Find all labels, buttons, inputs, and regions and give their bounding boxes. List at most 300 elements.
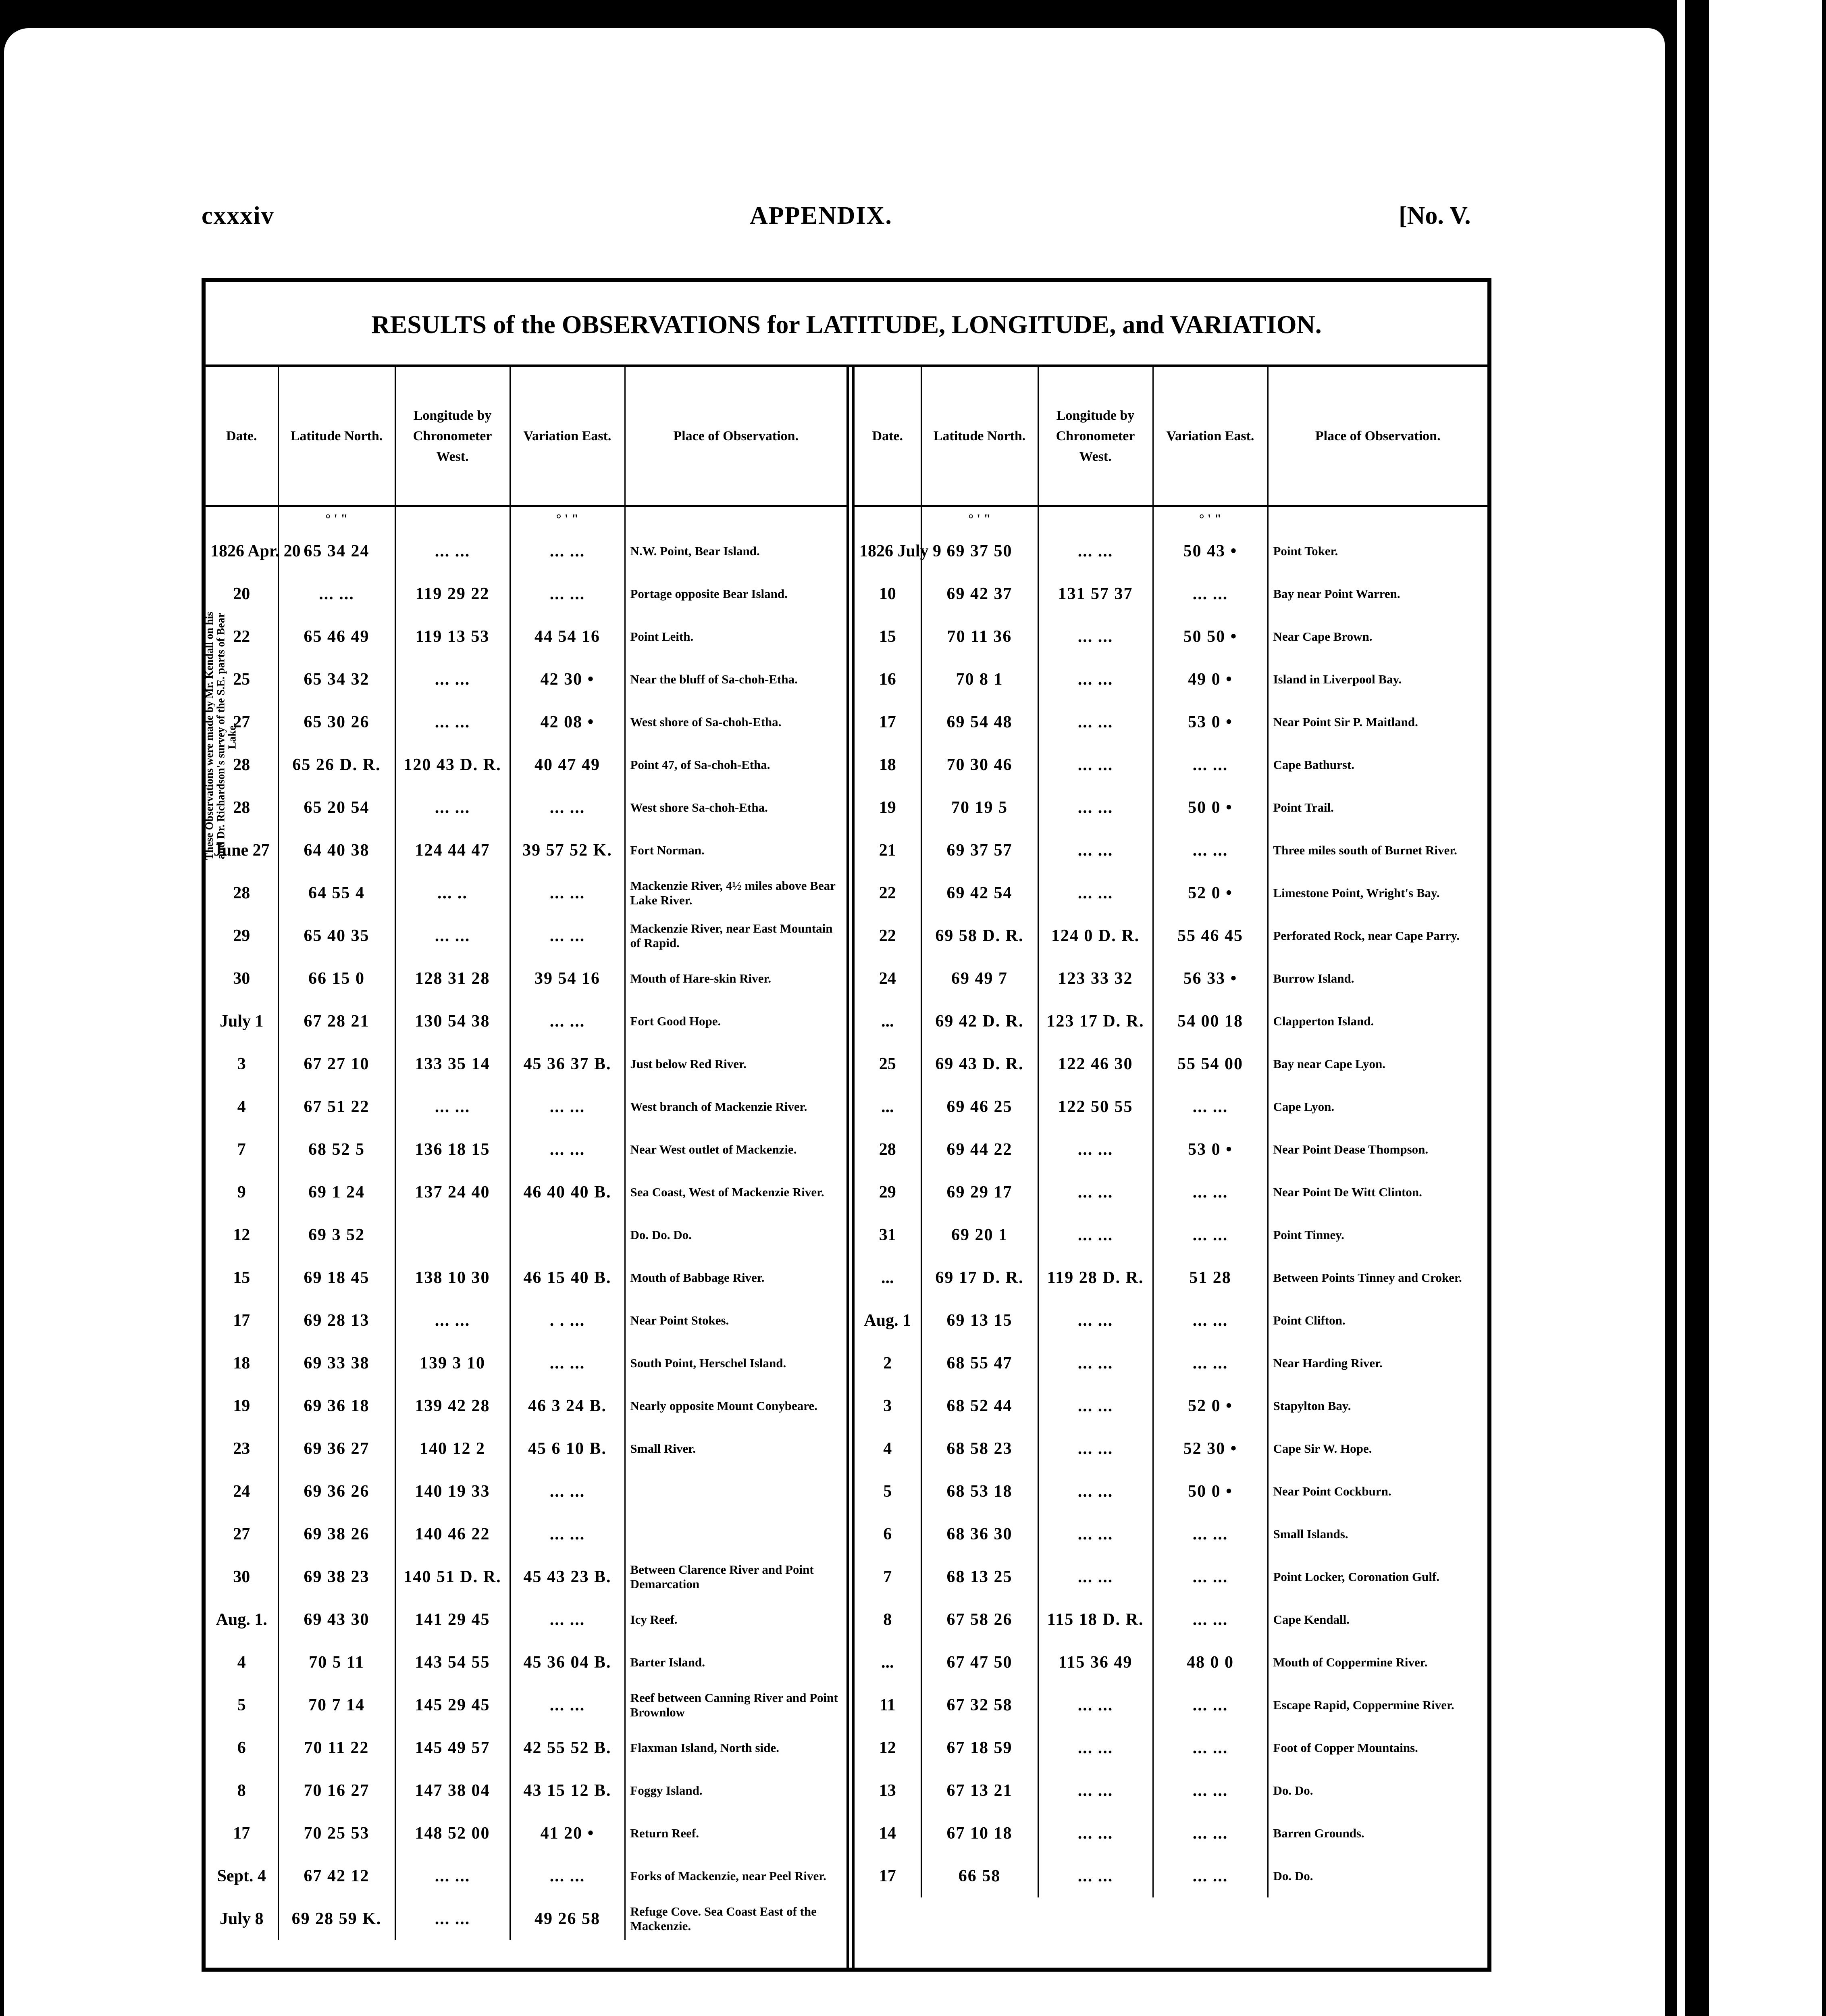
latitude-cell: 70 7 14 xyxy=(278,1684,395,1727)
table-row xyxy=(855,1427,1487,1470)
longitude-cell: 120 43 D. R. xyxy=(395,744,510,786)
table-row xyxy=(855,1171,1487,1214)
date-cell: 1826 July 9 xyxy=(859,542,942,560)
longitude-cell: 133 35 14 xyxy=(395,1043,510,1085)
place-cell: Island in Liverpool Bay. xyxy=(1268,658,1487,701)
date-cell: 3 xyxy=(883,1397,892,1415)
latitude-cell: 69 18 45 xyxy=(278,1256,395,1299)
latitude-cell: 69 44 22 xyxy=(921,1128,1038,1171)
latitude-cell: 67 27 10 xyxy=(278,1043,395,1085)
variation-cell: ... ... xyxy=(1153,1342,1268,1385)
longitude-cell: ... ... xyxy=(395,530,510,573)
longitude-cell: ... ... xyxy=(1038,1128,1153,1171)
right-half xyxy=(855,367,1487,1968)
date-cell: Aug. 1 xyxy=(864,1311,911,1330)
date-cell: 22 xyxy=(879,884,896,902)
variation-cell: ... ... xyxy=(1153,1085,1268,1128)
place-cell: Fort Norman. xyxy=(625,829,846,872)
variation-cell: 46 15 40 B. xyxy=(510,1256,625,1299)
longitude-cell: 119 29 22 xyxy=(395,573,510,615)
table-row xyxy=(855,1085,1487,1128)
date-cell: 17 xyxy=(879,713,896,731)
latitude-cell: 66 58 xyxy=(921,1855,1038,1897)
table-row xyxy=(206,957,846,1000)
table-row xyxy=(855,1769,1487,1812)
place-cell: Bay near Point Warren. xyxy=(1268,573,1487,615)
table-row xyxy=(855,786,1487,829)
lat-units: ° ' " xyxy=(921,506,1038,530)
table-row xyxy=(855,1513,1487,1556)
variation-cell: 50 0 • xyxy=(1153,1470,1268,1513)
table-row xyxy=(206,1556,846,1598)
latitude-cell: 69 42 54 xyxy=(921,872,1038,914)
variation-cell: ... ... xyxy=(510,1128,625,1171)
table-row xyxy=(206,786,846,829)
variation-cell: 45 6 10 B. xyxy=(510,1427,625,1470)
longitude-cell: ... ... xyxy=(395,701,510,744)
table-row xyxy=(206,1128,846,1171)
place-cell: Barren Grounds. xyxy=(1268,1812,1487,1855)
table-row xyxy=(855,1855,1487,1897)
table-row xyxy=(206,1299,846,1342)
variation-cell: ... ... xyxy=(1153,1598,1268,1641)
longitude-cell: 115 18 D. R. xyxy=(1038,1598,1153,1641)
variation-cell: 50 43 • xyxy=(1153,530,1268,573)
variation-cell: 44 54 16 xyxy=(510,615,625,658)
latitude-cell: 70 11 36 xyxy=(921,615,1038,658)
date-cell: 17 xyxy=(233,1311,250,1330)
table-row xyxy=(206,1897,846,1940)
longitude-cell: ... ... xyxy=(1038,1855,1153,1897)
date-cell: ... xyxy=(881,1012,894,1031)
variation-cell: ... ... xyxy=(1153,1299,1268,1342)
longitude-cell: ... ... xyxy=(1038,1299,1153,1342)
variation-cell: 41 20 • xyxy=(510,1812,625,1855)
table-row xyxy=(855,1684,1487,1727)
longitude-cell: 122 50 55 xyxy=(1038,1085,1153,1128)
table-row xyxy=(855,957,1487,1000)
place-cell: Foot of Copper Mountains. xyxy=(1268,1727,1487,1769)
table-row xyxy=(206,1043,846,1085)
table-row xyxy=(206,1855,846,1897)
place-cell: Near Point De Witt Clinton. xyxy=(1268,1171,1487,1214)
date-cell: 19 xyxy=(233,1397,250,1415)
variation-cell: 51 28 xyxy=(1153,1256,1268,1299)
longitude-cell: 140 12 2 xyxy=(395,1427,510,1470)
place-cell: Cape Kendall. xyxy=(1268,1598,1487,1641)
place-cell: Near Point Cockburn. xyxy=(1268,1470,1487,1513)
variation-cell: 53 0 • xyxy=(1153,701,1268,744)
latitude-cell: 69 36 27 xyxy=(278,1427,395,1470)
table-row xyxy=(206,1812,846,1855)
date-cell: July 1 xyxy=(219,1012,264,1031)
date-cell: 4 xyxy=(883,1439,892,1458)
table-row xyxy=(855,1214,1487,1256)
date-cell: 3 xyxy=(237,1055,246,1073)
date-cell: 22 xyxy=(233,627,250,646)
variation-cell: 45 43 23 B. xyxy=(510,1556,625,1598)
lat-units: ° ' " xyxy=(278,506,395,530)
date-cell: 28 xyxy=(233,884,250,902)
place-cell: Stapylton Bay. xyxy=(1268,1385,1487,1427)
date-cell: 28 xyxy=(879,1140,896,1159)
date-cell: 7 xyxy=(883,1568,892,1586)
variation-cell: 55 46 45 xyxy=(1153,914,1268,957)
place-cell: Near Point Stokes. xyxy=(625,1299,846,1342)
date-cell: Aug. 1. xyxy=(216,1610,267,1629)
place-cell: Near the bluff of Sa-choh-Etha. xyxy=(625,658,846,701)
col-date: Date. xyxy=(206,367,278,506)
date-cell: ... xyxy=(881,1653,894,1672)
date-cell: 16 xyxy=(879,670,896,689)
table-row xyxy=(855,1043,1487,1085)
table-row xyxy=(855,1256,1487,1299)
longitude-cell: ... ... xyxy=(395,1855,510,1897)
table-title: RESULTS of the OBSERVATIONS for LATITUDE, LONGITUDE, and VARIATION. xyxy=(206,282,1487,367)
table-row xyxy=(855,1385,1487,1427)
table-row xyxy=(206,1000,846,1043)
latitude-cell: 69 36 26 xyxy=(278,1470,395,1513)
variation-cell xyxy=(510,1214,625,1256)
latitude-cell: 70 25 53 xyxy=(278,1812,395,1855)
latitude-cell: 69 13 15 xyxy=(921,1299,1038,1342)
latitude-cell: 69 28 13 xyxy=(278,1299,395,1342)
table-row xyxy=(206,530,846,573)
date-cell: June 27 xyxy=(213,841,270,860)
place-cell: Between Clarence River and Point Demarcation xyxy=(625,1556,846,1598)
longitude-cell: ... ... xyxy=(1038,1171,1153,1214)
latitude-cell: 69 38 23 xyxy=(278,1556,395,1598)
variation-cell: 39 54 16 xyxy=(510,957,625,1000)
table-row xyxy=(855,1342,1487,1385)
variation-cell: ... ... xyxy=(1153,1684,1268,1727)
date-cell: 28 xyxy=(233,756,250,774)
table-row xyxy=(206,1641,846,1684)
variation-cell: ... ... xyxy=(1153,829,1268,872)
col-latitude: Latitude North. xyxy=(278,367,395,506)
place-cell: Near West outlet of Mackenzie. xyxy=(625,1128,846,1171)
variation-cell: ... ... xyxy=(1153,1855,1268,1897)
table-row xyxy=(855,1641,1487,1684)
place-cell: Near Point Sir P. Maitland. xyxy=(1268,701,1487,744)
date-cell: 4 xyxy=(237,1098,246,1116)
latitude-cell: 69 36 18 xyxy=(278,1385,395,1427)
date-cell: 7 xyxy=(237,1140,246,1159)
section-title: APPENDIX. xyxy=(750,202,892,229)
variation-cell: ... ... xyxy=(510,1598,625,1641)
col-variation: Variation East. xyxy=(510,367,625,506)
table-row xyxy=(206,744,846,786)
latitude-cell: 69 42 37 xyxy=(921,573,1038,615)
place-cell: Flaxman Island, North side. xyxy=(625,1727,846,1769)
longitude-cell: 140 51 D. R. xyxy=(395,1556,510,1598)
variation-cell: 40 47 49 xyxy=(510,744,625,786)
place-cell: Nearly opposite Mount Conybeare. xyxy=(625,1385,846,1427)
variation-cell: 55 54 00 xyxy=(1153,1043,1268,1085)
latitude-cell: ... ... xyxy=(278,573,395,615)
table-row xyxy=(855,744,1487,786)
place-cell: Cape Sir W. Hope. xyxy=(1268,1427,1487,1470)
col-latitude: Latitude North. xyxy=(921,367,1038,506)
latitude-cell: 69 17 D. R. xyxy=(921,1256,1038,1299)
date-cell: 25 xyxy=(233,670,250,689)
longitude-cell: ... ... xyxy=(1038,658,1153,701)
variation-cell: ... ... xyxy=(1153,1812,1268,1855)
date-cell: 4 xyxy=(237,1653,246,1672)
place-cell: Mouth of Hare-skin River. xyxy=(625,957,846,1000)
longitude-cell: 140 46 22 xyxy=(395,1513,510,1556)
table-row xyxy=(855,1000,1487,1043)
latitude-cell: 69 37 57 xyxy=(921,829,1038,872)
variation-cell: ... ... xyxy=(1153,1769,1268,1812)
place-cell: Reef between Canning River and Point Brownlow xyxy=(625,1684,846,1727)
table-row xyxy=(206,1598,846,1641)
latitude-cell: 66 15 0 xyxy=(278,957,395,1000)
latitude-cell: 70 30 46 xyxy=(921,744,1038,786)
date-cell: 30 xyxy=(233,969,250,988)
table-row xyxy=(206,914,846,957)
variation-cell: ... ... xyxy=(1153,744,1268,786)
table-row xyxy=(855,1812,1487,1855)
date-cell: 25 xyxy=(879,1055,896,1073)
latitude-cell: 68 52 5 xyxy=(278,1128,395,1171)
table-row xyxy=(855,1556,1487,1598)
variation-cell: 49 26 58 xyxy=(510,1897,625,1940)
place-cell: Foggy Island. xyxy=(625,1769,846,1812)
date-cell: 15 xyxy=(879,627,896,646)
place-cell: Do. Do. xyxy=(1268,1855,1487,1897)
latitude-cell: 69 29 17 xyxy=(921,1171,1038,1214)
longitude-cell: 136 18 15 xyxy=(395,1128,510,1171)
latitude-cell: 67 58 26 xyxy=(921,1598,1038,1641)
units-row xyxy=(855,506,1487,530)
variation-cell: 50 50 • xyxy=(1153,615,1268,658)
latitude-cell: 69 54 48 xyxy=(921,701,1038,744)
latitude-cell: 67 13 21 xyxy=(921,1769,1038,1812)
longitude-cell: ... ... xyxy=(1038,615,1153,658)
longitude-cell: 145 49 57 xyxy=(395,1727,510,1769)
date-cell: 2 xyxy=(883,1354,892,1372)
table-row xyxy=(206,1385,846,1427)
table-row xyxy=(206,1171,846,1214)
facing-page-edge xyxy=(1677,0,1822,2016)
place-cell: Mackenzie River, near East Mountain of Rapid. xyxy=(625,914,846,957)
longitude-cell: ... ... xyxy=(395,786,510,829)
latitude-cell: 69 28 59 K. xyxy=(278,1897,395,1940)
latitude-cell: 68 58 23 xyxy=(921,1427,1038,1470)
place-cell: Point Tinney. xyxy=(1268,1214,1487,1256)
latitude-cell: 70 8 1 xyxy=(921,658,1038,701)
longitude-cell: 119 28 D. R. xyxy=(1038,1256,1153,1299)
latitude-cell: 69 43 30 xyxy=(278,1598,395,1641)
variation-cell: ... ... xyxy=(1153,1513,1268,1556)
latitude-cell: 68 13 25 xyxy=(921,1556,1038,1598)
table-row xyxy=(855,1299,1487,1342)
variation-cell: ... ... xyxy=(510,1684,625,1727)
place-cell: Portage opposite Bear Island. xyxy=(625,573,846,615)
date-cell: 28 xyxy=(233,798,250,817)
place-cell: Limestone Point, Wright's Bay. xyxy=(1268,872,1487,914)
table-row xyxy=(855,701,1487,744)
variation-cell: . . ... xyxy=(510,1299,625,1342)
longitude-cell: ... ... xyxy=(1038,1342,1153,1385)
right-table xyxy=(855,367,1487,1897)
date-cell: 11 xyxy=(879,1696,896,1714)
place-cell: Point 47, of Sa-choh-Etha. xyxy=(625,744,846,786)
table-row xyxy=(206,701,846,744)
date-cell: 1826 Apr. 20 xyxy=(210,542,301,560)
date-cell: 29 xyxy=(879,1183,896,1202)
date-cell: July 8 xyxy=(219,1910,264,1928)
col-variation: Variation East. xyxy=(1153,367,1268,506)
variation-cell: 45 36 37 B. xyxy=(510,1043,625,1085)
latitude-cell: 68 36 30 xyxy=(921,1513,1038,1556)
date-cell: 18 xyxy=(233,1354,250,1372)
place-cell: Do. Do. Do. xyxy=(625,1214,846,1256)
date-cell: 19 xyxy=(879,798,896,817)
latitude-cell: 68 55 47 xyxy=(921,1342,1038,1385)
latitude-cell: 67 51 22 xyxy=(278,1085,395,1128)
place-cell: Point Trail. xyxy=(1268,786,1487,829)
place-cell: Perforated Rock, near Cape Parry. xyxy=(1268,914,1487,957)
table-row xyxy=(855,872,1487,914)
longitude-cell: ... ... xyxy=(1038,1427,1153,1470)
variation-cell: 52 0 • xyxy=(1153,872,1268,914)
date-cell: 6 xyxy=(883,1525,892,1543)
latitude-cell: 69 42 D. R. xyxy=(921,1000,1038,1043)
longitude-cell: 130 54 38 xyxy=(395,1000,510,1043)
latitude-cell: 65 30 26 xyxy=(278,701,395,744)
date-cell: 24 xyxy=(233,1482,250,1501)
latitude-cell: 70 5 11 xyxy=(278,1641,395,1684)
place-cell: Mackenzie River, 4½ miles above Bear Lake River. xyxy=(625,872,846,914)
longitude-cell: ... ... xyxy=(1038,1684,1153,1727)
variation-cell: 52 30 • xyxy=(1153,1427,1268,1470)
table-row xyxy=(206,872,846,914)
longitude-cell: 115 36 49 xyxy=(1038,1641,1153,1684)
latitude-cell: 65 26 D. R. xyxy=(278,744,395,786)
table-row xyxy=(206,1769,846,1812)
latitude-cell: 65 20 54 xyxy=(278,786,395,829)
longitude-cell: ... ... xyxy=(1038,1812,1153,1855)
variation-cell: ... ... xyxy=(510,1855,625,1897)
date-cell: 17 xyxy=(233,1824,250,1843)
date-cell: 31 xyxy=(879,1226,896,1244)
table-row xyxy=(206,1256,846,1299)
longitude-cell: ... .. xyxy=(395,872,510,914)
date-cell: 18 xyxy=(879,756,896,774)
place-cell: Fort Good Hope. xyxy=(625,1000,846,1043)
longitude-cell: ... ... xyxy=(1038,872,1153,914)
left-table xyxy=(203,367,846,1940)
place-cell: Point Toker. xyxy=(1268,530,1487,573)
date-cell: 30 xyxy=(233,1568,250,1586)
longitude-cell: 140 19 33 xyxy=(395,1470,510,1513)
latitude-cell: 70 11 22 xyxy=(278,1727,395,1769)
place-cell: Bay near Cape Lyon. xyxy=(1268,1043,1487,1085)
var-units: ° ' " xyxy=(1153,506,1268,530)
date-cell: 8 xyxy=(883,1610,892,1629)
place-cell: Between Points Tinney and Croker. xyxy=(1268,1256,1487,1299)
var-units: ° ' " xyxy=(510,506,625,530)
date-cell: 22 xyxy=(879,927,896,945)
longitude-cell: ... ... xyxy=(395,914,510,957)
date-cell: 21 xyxy=(879,841,896,860)
place-cell: Escape Rapid, Coppermine River. xyxy=(1268,1684,1487,1727)
table-row xyxy=(855,573,1487,615)
variation-cell: 45 36 04 B. xyxy=(510,1641,625,1684)
place-cell: South Point, Herschel Island. xyxy=(625,1342,846,1385)
variation-cell: ... ... xyxy=(1153,1556,1268,1598)
date-cell: 10 xyxy=(879,585,896,603)
variation-cell: 50 0 • xyxy=(1153,786,1268,829)
variation-cell: 42 08 • xyxy=(510,701,625,744)
variation-cell: 56 33 • xyxy=(1153,957,1268,1000)
variation-cell: ... ... xyxy=(510,1000,625,1043)
longitude-cell: ... ... xyxy=(1038,1727,1153,1769)
longitude-cell: ... ... xyxy=(1038,1769,1153,1812)
longitude-cell: 147 38 04 xyxy=(395,1769,510,1812)
date-cell: 14 xyxy=(879,1824,896,1843)
variation-cell: ... ... xyxy=(1153,1214,1268,1256)
column-divider xyxy=(846,367,855,1968)
longitude-cell: 119 13 53 xyxy=(395,615,510,658)
date-cell: ... xyxy=(881,1268,894,1287)
col-place: Place of Observation. xyxy=(1268,367,1487,506)
latitude-cell: 67 42 12 xyxy=(278,1855,395,1897)
variation-cell: ... ... xyxy=(510,530,625,573)
place-cell: Sea Coast, West of Mackenzie River. xyxy=(625,1171,846,1214)
longitude-cell: 139 3 10 xyxy=(395,1342,510,1385)
table-row xyxy=(206,1513,846,1556)
longitude-cell: ... ... xyxy=(1038,1214,1153,1256)
longitude-cell: ... ... xyxy=(395,1897,510,1940)
table-row xyxy=(855,1598,1487,1641)
date-cell: 9 xyxy=(237,1183,246,1202)
table-row xyxy=(855,829,1487,872)
date-cell: 5 xyxy=(883,1482,892,1501)
longitude-cell: ... ... xyxy=(1038,744,1153,786)
table-row xyxy=(855,658,1487,701)
latitude-cell: 68 53 18 xyxy=(921,1470,1038,1513)
appendix-number: [No. V. xyxy=(1399,202,1471,229)
col-date: Date. xyxy=(855,367,921,506)
date-cell: Sept. 4 xyxy=(217,1867,266,1885)
table-row xyxy=(206,1427,846,1470)
variation-cell: 46 40 40 B. xyxy=(510,1171,625,1214)
latitude-cell: 65 34 24 xyxy=(278,530,395,573)
variation-cell: ... ... xyxy=(1153,1171,1268,1214)
table-row xyxy=(206,1684,846,1727)
longitude-cell: ... ... xyxy=(1038,1470,1153,1513)
variation-cell: ... ... xyxy=(510,1085,625,1128)
left-half xyxy=(203,367,846,1968)
longitude-cell: 123 33 32 xyxy=(1038,957,1153,1000)
variation-cell: ... ... xyxy=(510,786,625,829)
variation-cell: 42 30 • xyxy=(510,658,625,701)
longitude-cell: 124 44 47 xyxy=(395,829,510,872)
variation-cell: ... ... xyxy=(510,573,625,615)
place-cell: Near Point Dease Thompson. xyxy=(1268,1128,1487,1171)
place-cell: Small Islands. xyxy=(1268,1513,1487,1556)
place-cell: Cape Lyon. xyxy=(1268,1085,1487,1128)
variation-cell: 46 3 24 B. xyxy=(510,1385,625,1427)
page-number: cxxxiv xyxy=(202,202,275,229)
place-cell xyxy=(625,1470,846,1513)
place-cell: Near Harding River. xyxy=(1268,1342,1487,1385)
variation-cell: ... ... xyxy=(510,872,625,914)
date-cell: 6 xyxy=(237,1739,246,1757)
